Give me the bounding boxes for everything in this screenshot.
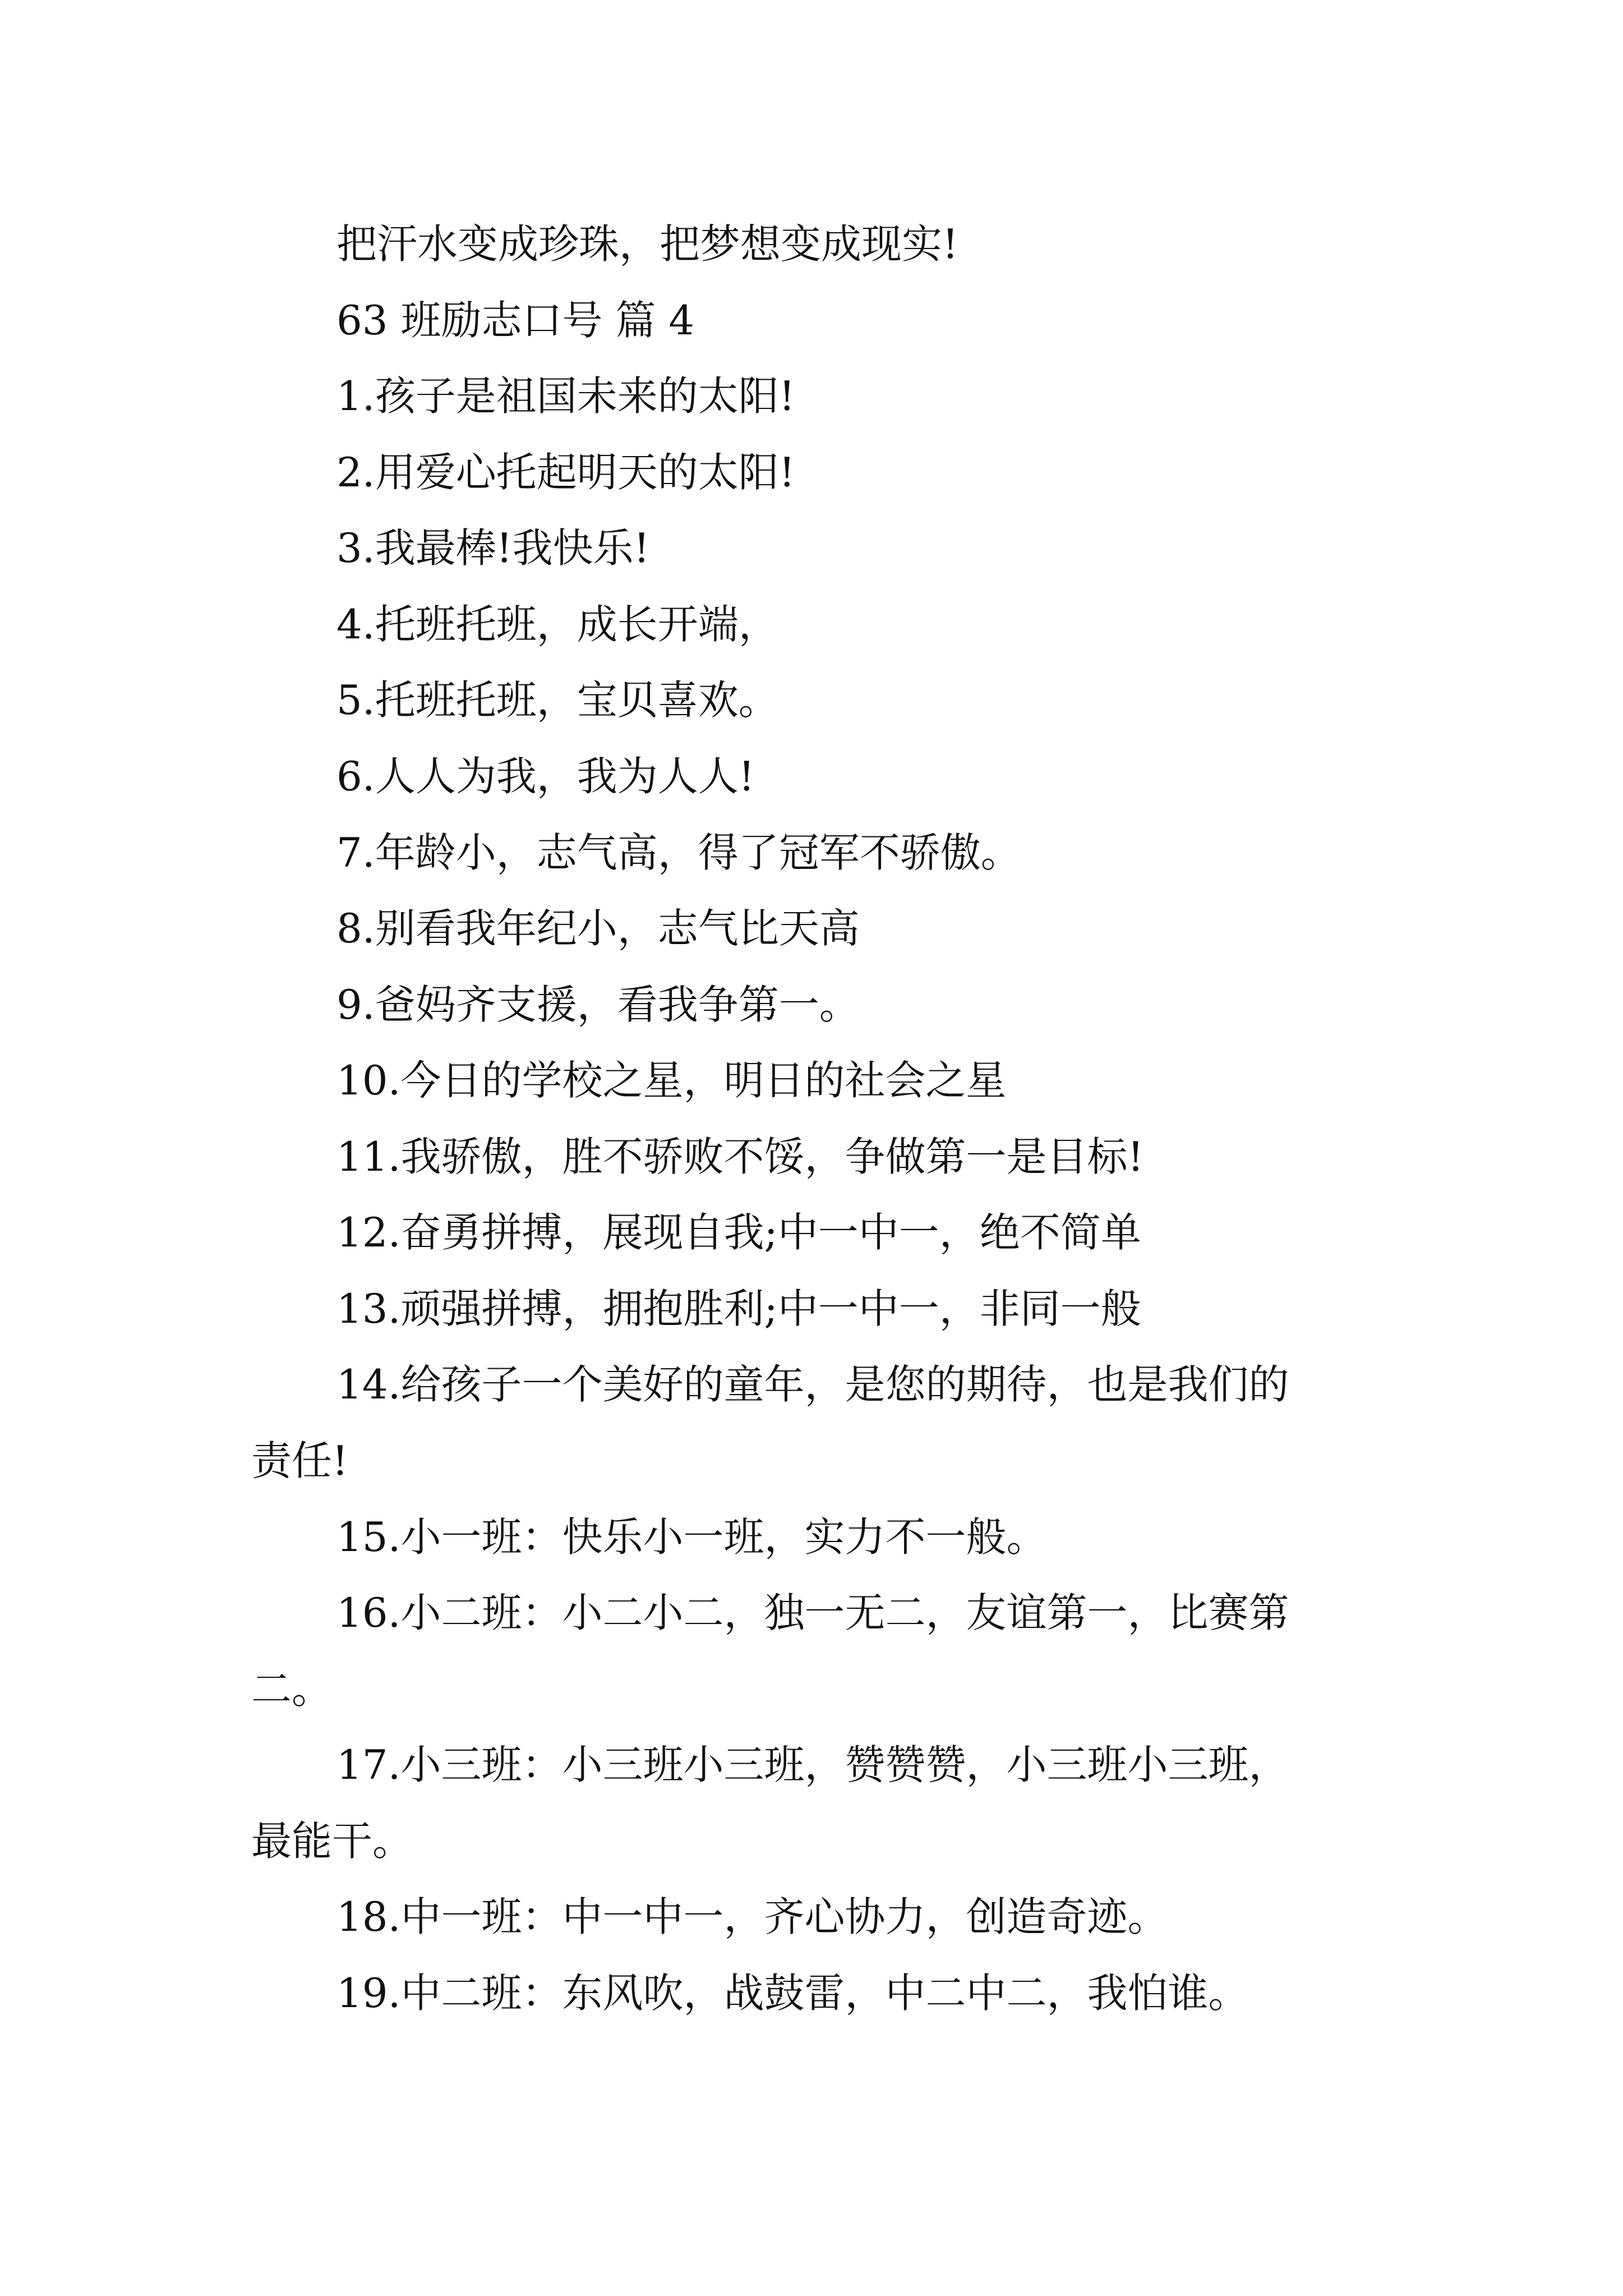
- list-item: 17.小三班：小三班小三班，赞赞赞，小三班小三班，: [336, 1741, 1289, 1788]
- list-item: 1.孩子是祖国未来的太阳!: [336, 372, 795, 420]
- list-item-continuation: 最能干。: [251, 1818, 413, 1865]
- slogan-line: 把汗水变成珍珠，把梦想变成现实!: [336, 220, 958, 268]
- list-item: 4.托班托班，成长开端，: [336, 601, 779, 648]
- list-item: 13.顽强拼搏，拥抱胜利;中一中一，非同一般: [336, 1285, 1141, 1332]
- list-item: 10.今日的学校之星，明日的社会之星: [336, 1057, 1007, 1104]
- section-heading: 63 班励志口号 篇 4: [336, 297, 695, 344]
- list-item: 8.别看我年纪小，志气比天高: [336, 905, 860, 952]
- list-item: 18.中一班：中一中一，齐心协力，创造奇迹。: [336, 1893, 1168, 1940]
- list-item: 16.小二班：小二小二，独一无二，友谊第一，比赛第: [336, 1589, 1289, 1636]
- list-item: 6.人人为我，我为人人!: [336, 753, 755, 800]
- list-item: 14.给孩子一个美好的童年，是您的期待，也是我们的: [336, 1361, 1289, 1408]
- list-item-continuation: 责任!: [251, 1437, 348, 1484]
- list-item: 12.奋勇拼搏，展现自我;中一中一，绝不简单: [336, 1209, 1141, 1256]
- list-item: 19.中二班：东风吹，战鼓雷，中二中二，我怕谁。: [336, 1970, 1249, 2017]
- list-item-continuation: 二。: [251, 1665, 333, 1713]
- list-item: 7.年龄小，志气高，得了冠军不骄傲。: [336, 829, 1021, 876]
- list-item: 9.爸妈齐支援，看我争第一。: [336, 981, 860, 1028]
- list-item: 2.用爱心托起明天的太阳!: [336, 449, 795, 496]
- list-item: 15.小一班：快乐小一班，实力不一般。: [336, 1513, 1047, 1561]
- list-item: 5.托班托班，宝贝喜欢。: [336, 677, 779, 724]
- list-item: 3.我最棒!我快乐!: [336, 524, 650, 572]
- list-item: 11.我骄傲，胜不骄败不馁，争做第一是目标!: [336, 1133, 1144, 1180]
